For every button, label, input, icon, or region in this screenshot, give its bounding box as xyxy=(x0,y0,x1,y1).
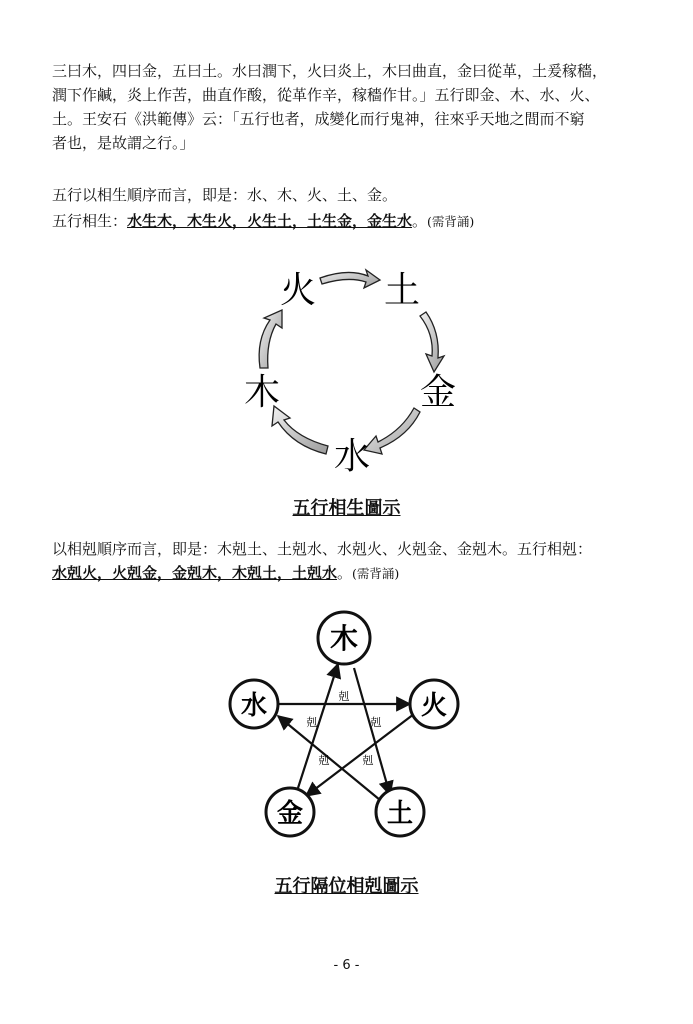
ke-label-lower-left: 剋 xyxy=(318,754,330,767)
ke-rule-bold: 水剋火，火剋金，金剋木，木剋土，土剋水 xyxy=(52,564,338,582)
arrow-earth-to-metal xyxy=(420,312,444,372)
ke-line-wood-to-earth xyxy=(354,668,390,795)
sheng-water-label: 水 xyxy=(333,436,371,477)
arrow-metal-to-water xyxy=(364,408,420,454)
sheng-order-text: 五行以相生順序而言，即是：水、木、火、土、金。 xyxy=(52,186,398,204)
ke-line-metal-to-wood xyxy=(298,664,338,788)
intro-line-1: 三曰木，四曰金，五曰土。水曰潤下，火曰炎上，木曰曲直，金曰從革，土爰稼穡， xyxy=(52,62,608,80)
arrow-wood-to-fire xyxy=(259,310,282,368)
ke-metal-label: 金 xyxy=(276,799,304,829)
sheng-cycle-diagram xyxy=(220,250,470,480)
ke-caption: 五行隔位相剋圖示 xyxy=(274,876,419,897)
ke-node-fire xyxy=(410,680,458,728)
page-number: - 6 - xyxy=(333,958,360,973)
ke-label-top: 剋 xyxy=(338,690,350,703)
sheng-period: 。 xyxy=(412,212,428,230)
sheng-caption: 五行相生圖示 xyxy=(292,498,401,519)
ke-node-metal xyxy=(266,788,314,836)
arrow-water-to-wood xyxy=(272,406,328,454)
sheng-earth-label: 土 xyxy=(383,270,421,311)
sheng-metal-label: 金 xyxy=(419,372,457,413)
sheng-rule-bold: 水生木，木生火，火生土，土生金，金生水 xyxy=(127,212,413,230)
sheng-wood-label: 木 xyxy=(243,372,281,413)
ke-fire-label: 火 xyxy=(420,691,448,721)
intro-line-4: 者也，是故謂之行。」 xyxy=(52,134,195,152)
ke-pentagram-diagram xyxy=(220,600,480,850)
sheng-prefix: 五行相生： xyxy=(52,212,128,230)
ke-note: (需背誦) xyxy=(352,566,400,581)
ke-order-text: 以相剋順序而言，即是：木剋土、土剋水、水剋火、火剋金、金剋木。五行相剋： xyxy=(52,540,593,558)
arrow-fire-to-earth xyxy=(320,270,380,288)
sheng-rule-line xyxy=(52,210,474,233)
intro-line-2: 潤下作鹹，炎上作苦，曲直作酸，從革作辛，稼穡作甘。」五行即金、木、水、火、 xyxy=(52,86,600,104)
ke-label-left: 剋 xyxy=(306,716,318,729)
sheng-note: (需背誦) xyxy=(427,214,475,229)
ke-node-water xyxy=(230,680,278,728)
ke-water-label: 水 xyxy=(240,691,268,721)
ke-period: 。 xyxy=(337,564,353,582)
ke-rule-line xyxy=(52,562,399,585)
intro-line-3: 土。王安石《洪範傳》云：「五行也者，成變化而行鬼神，往來乎天地之間而不窮 xyxy=(52,110,585,128)
ke-wood-label: 木 xyxy=(329,622,359,655)
ke-label-lower-right: 剋 xyxy=(362,754,374,767)
ke-node-earth xyxy=(376,788,424,836)
sheng-fire-label: 火 xyxy=(279,270,317,311)
ke-earth-label: 土 xyxy=(386,799,414,829)
ke-label-right: 剋 xyxy=(370,716,382,729)
ke-node-wood xyxy=(318,612,370,664)
